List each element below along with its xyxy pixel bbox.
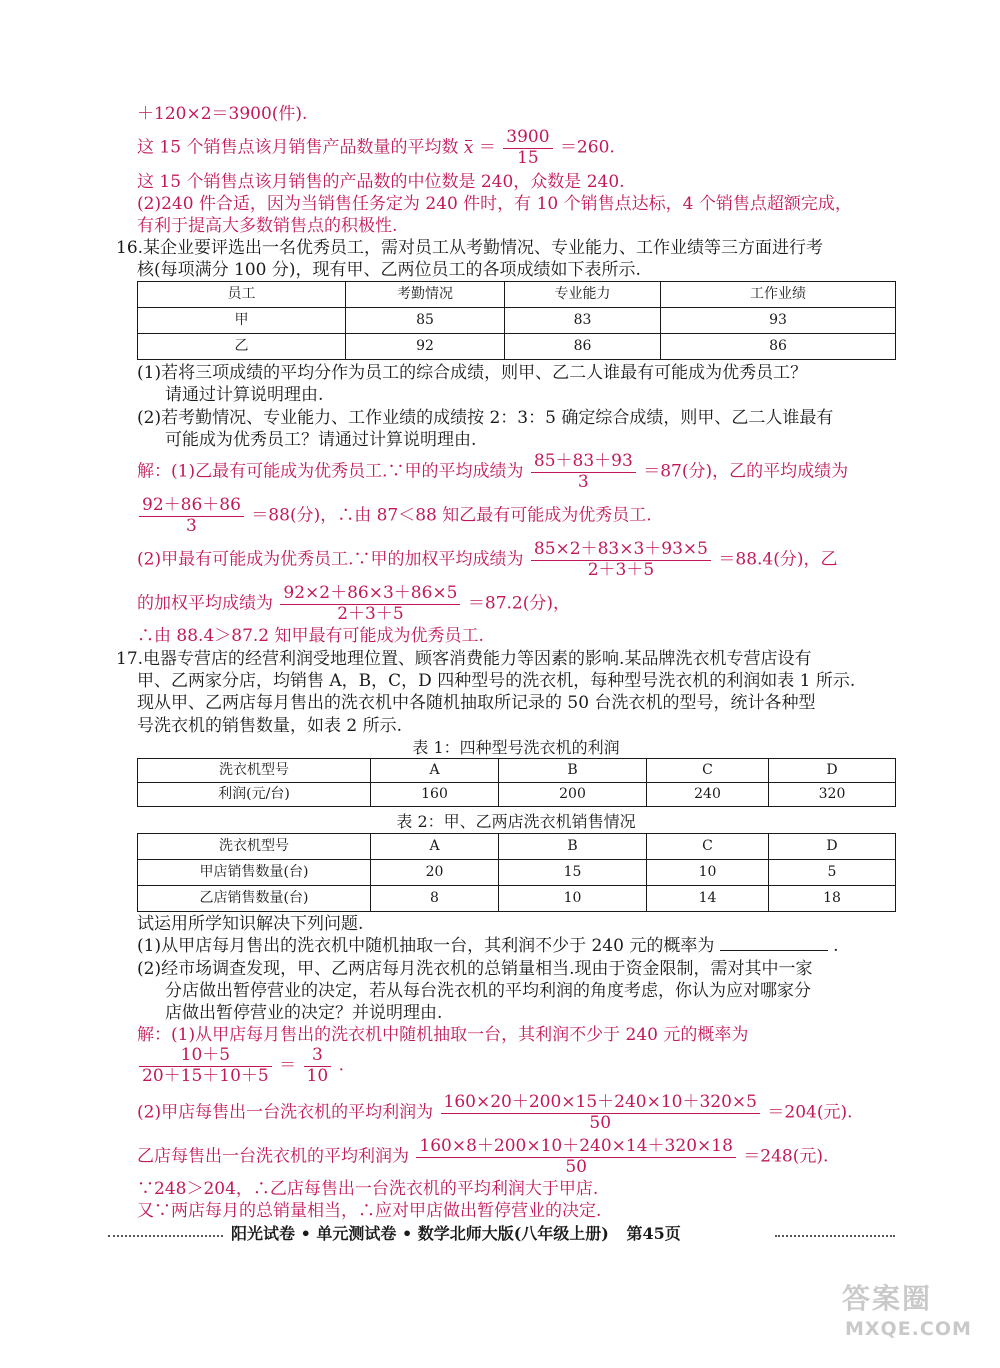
fraction-denominator: 10 bbox=[306, 1065, 329, 1086]
table-cell: 15 bbox=[499, 860, 647, 886]
q16-solution-line-1 bbox=[137, 452, 848, 492]
table-cell: 20 bbox=[371, 860, 499, 886]
q15-part2-line-2: 有利于提高大多数销售点的积极性. bbox=[137, 216, 398, 236]
q15-mean-text: 这 15 个销售点该月销售产品数量的平均数 bbox=[137, 137, 459, 158]
q17-stem-line-2: 甲、乙两家分店，均销售 A，B，C，D 四种型号的洗衣机，每种型号洗衣机的利润如表 1 所示. bbox=[137, 671, 856, 691]
q17-stem-line-1: 17.电器专营店的经营利润受地理位置、顾客消费能力等因素的影响.某品牌洗衣机专营店设有 bbox=[116, 649, 812, 669]
table-cell: 86 bbox=[505, 334, 661, 360]
q16-part2-line-1: (2)若考勤情况、专业能力、工作业绩的成绩按 2：3：5 确定综合成绩，则甲、乙二人谁最有 bbox=[137, 408, 834, 428]
q17-stem-line-3: 现从甲、乙两店每月售出的洗衣机中各随机抽取所记录的 50 台洗衣机的型号，统计各种型 bbox=[137, 693, 816, 713]
fraction-denominator: 3 bbox=[186, 515, 197, 536]
table-header-cell: C bbox=[647, 759, 769, 783]
q15-mean-symbol: x bbox=[463, 137, 474, 158]
q16-part2-line-2: 可能成为优秀员工？请通过计算说明理由. bbox=[165, 430, 477, 450]
q17-stem-line-4: 号洗衣机的销售数量，如表 2 所示. bbox=[137, 716, 403, 736]
q16-weighted-fraction bbox=[280, 584, 460, 624]
table-header-cell: 专业能力 bbox=[505, 282, 661, 308]
q17-solution-line-2 bbox=[137, 1046, 344, 1086]
fraction-numerator: 85×2＋83×3＋93×5 bbox=[531, 540, 711, 561]
table2-caption: 表 2：甲、乙两店洗衣机销售情况 bbox=[396, 812, 636, 831]
q17-part2-line-2: 分店做出暂停营业的决定，若从每台洗衣机的平均利润的角度考虑，你认为应对哪家分 bbox=[165, 981, 811, 1001]
q16-score-table bbox=[137, 281, 896, 360]
table-header-cell: D bbox=[769, 834, 896, 860]
table-cell: 利润(元/台) bbox=[138, 783, 371, 807]
fraction-numerator: 160×8＋200×10＋240×14＋320×18 bbox=[416, 1137, 735, 1158]
table-header-cell: C bbox=[647, 834, 769, 860]
table-header-cell: B bbox=[499, 759, 647, 783]
q16-solution-text: ＝87(分)，乙的平均成绩为 bbox=[643, 461, 849, 482]
q16-stem-line-1: 16.某企业要评选出一名优秀员工，需对员工从考勤情况、专业能力、工作业绩等三方面进行考 bbox=[116, 238, 824, 258]
q17-probability-fraction bbox=[139, 1046, 272, 1086]
table-cell: 乙 bbox=[138, 334, 346, 360]
table-header-row bbox=[138, 834, 896, 860]
fraction-denominator: 3 bbox=[577, 471, 589, 492]
q16-part1-line-1: (1)若将三项成绩的平均分作为员工的综合成绩，则甲、乙二人谁最有可能成为优秀员工？ bbox=[137, 363, 808, 383]
table-cell: 320 bbox=[769, 783, 896, 807]
q17-solution-line-3 bbox=[137, 1093, 853, 1133]
q16-solution-text: ＝88(分)，∴由 87＜88 知乙最有可能成为优秀员工. bbox=[251, 505, 652, 526]
table-cell: 8 bbox=[371, 886, 499, 912]
watermark-logo: 答案圈 bbox=[842, 1282, 933, 1315]
fraction-numerator: 3900 bbox=[503, 128, 552, 149]
table-header-row bbox=[138, 759, 896, 783]
q16-solution-line-2 bbox=[137, 496, 652, 536]
fraction-denominator: 2＋3＋5 bbox=[337, 603, 404, 624]
q16-solution-text: 的加权平均成绩为 bbox=[137, 593, 273, 614]
q17-solution-line-4 bbox=[137, 1137, 828, 1177]
q15-part2-line-1: (2)240 件合适，因为当销售任务定为 240 件时，有 10 个销售点达标，4 个销售点超额完成， bbox=[137, 194, 852, 214]
fraction-numerator: 92×2＋86×3＋86×5 bbox=[280, 584, 460, 605]
watermark-url: MXQE.COM bbox=[845, 1318, 972, 1340]
fraction-numerator: 160×20＋200×15＋240×10＋320×5 bbox=[441, 1093, 760, 1114]
table-cell: 10 bbox=[647, 860, 769, 886]
table-row bbox=[138, 334, 896, 360]
q17-sales-table bbox=[137, 833, 896, 912]
q17-solution-equals: ＝ bbox=[279, 1055, 297, 1076]
table-header-cell: B bbox=[499, 834, 647, 860]
table-cell: 200 bbox=[499, 783, 647, 807]
q17-solution-text: 乙店每售出一台洗衣机的平均利润为 bbox=[137, 1146, 409, 1167]
q16-weighted-fraction bbox=[531, 540, 711, 580]
q15-median-mode-line: 这 15 个销售点该月销售的产品数的中位数是 240，众数是 240. bbox=[137, 172, 625, 192]
table-header-cell: A bbox=[371, 834, 499, 860]
table-header-cell: 考勤情况 bbox=[346, 282, 505, 308]
fraction-numerator: 85＋83＋93 bbox=[531, 452, 636, 473]
answer-blank bbox=[720, 936, 828, 951]
q17-part2-line-3: 店做出暂停营业的决定？并说明理由. bbox=[165, 1003, 443, 1023]
q17-solution-period: . bbox=[338, 1055, 344, 1076]
table-cell: 5 bbox=[769, 860, 896, 886]
table-cell: 240 bbox=[647, 783, 769, 807]
fraction-denominator: 20＋15＋10＋5 bbox=[142, 1065, 269, 1086]
table-cell: 85 bbox=[346, 308, 505, 334]
q15-mean-fraction bbox=[503, 128, 552, 168]
table-cell: 甲店销售数量(台) bbox=[138, 860, 371, 886]
table1-caption: 表 1：四种型号洗衣机的利润 bbox=[412, 738, 620, 757]
table-row bbox=[138, 886, 896, 912]
fraction-numerator: 92＋86＋86 bbox=[139, 496, 244, 517]
table-cell: 93 bbox=[661, 308, 896, 334]
fraction-numerator: 3 bbox=[304, 1046, 332, 1067]
q17-probability-result bbox=[304, 1046, 332, 1086]
table-header-cell: 员工 bbox=[138, 282, 346, 308]
table-cell: 10 bbox=[499, 886, 647, 912]
q17-solution-line-1: 解：(1)从甲店每月售出的洗衣机中随机抽取一台，其利润不少于 240 元的概率为 bbox=[137, 1025, 749, 1045]
q17-intro: 试运用所学知识解决下列问题. bbox=[137, 914, 364, 934]
q17-profit-table bbox=[137, 758, 896, 807]
table-cell: 18 bbox=[769, 886, 896, 912]
q17-part1 bbox=[137, 936, 839, 956]
q17-solution-line-5: ∵248＞204，∴乙店每售出一台洗衣机的平均利润大于甲店. bbox=[137, 1179, 599, 1199]
table-header-cell: 工作业绩 bbox=[661, 282, 896, 308]
table-cell: 乙店销售数量(台) bbox=[138, 886, 371, 912]
q16-solution-text: ＝87.2(分)， bbox=[467, 593, 571, 614]
fraction-numerator: 10＋5 bbox=[139, 1046, 272, 1067]
footer-title: 阳光试卷 • 单元测试卷 • 数学北师大版(八年级上册) bbox=[231, 1224, 609, 1243]
footer-dotted-rule-left bbox=[108, 1235, 223, 1239]
fraction-denominator: 50 bbox=[589, 1112, 612, 1133]
q16-part1-line-2: 请通过计算说明理由. bbox=[165, 385, 324, 405]
fraction-denominator: 2＋3＋5 bbox=[587, 559, 655, 580]
fraction-denominator: 15 bbox=[517, 147, 539, 168]
table-cell: 14 bbox=[647, 886, 769, 912]
table-row bbox=[138, 308, 896, 334]
table-cell: 160 bbox=[371, 783, 499, 807]
q15-mean-line bbox=[137, 128, 615, 168]
q16-average-fraction bbox=[531, 452, 636, 492]
q16-stem-line-2: 核(每项满分 100 分)，现有甲、乙两位员工的各项成绩如下表所示. bbox=[137, 260, 641, 280]
table-cell: 83 bbox=[505, 308, 661, 334]
table-cell: 92 bbox=[346, 334, 505, 360]
table-row bbox=[138, 860, 896, 886]
q16-solution-line-3 bbox=[137, 540, 838, 580]
q17-part2-line-1: (2)经市场调查发现，甲、乙两店每月洗衣机的总销量相当.现由于资金限制，需对其中一家 bbox=[137, 959, 813, 979]
q15-mean-equals: ＝ bbox=[478, 137, 496, 158]
q17-part1-period: . bbox=[833, 936, 839, 956]
q17-solution-line-6: 又∵两店每月的总销量相当，∴应对甲店做出暂停营业的决定. bbox=[137, 1201, 602, 1221]
table-row bbox=[138, 783, 896, 807]
q15-mean-result: ＝260. bbox=[559, 137, 615, 158]
table-cell: 甲 bbox=[138, 308, 346, 334]
table-header-row bbox=[138, 282, 896, 308]
q17-part1-text: (1)从甲店每月售出的洗衣机中随机抽取一台，其利润不少于 240 元的概率为 bbox=[137, 936, 715, 956]
q16-solution-text: ＝88.4(分)，乙 bbox=[718, 549, 838, 570]
fraction-denominator: 50 bbox=[565, 1156, 587, 1177]
table-header-cell: 洗衣机型号 bbox=[138, 834, 371, 860]
q17-solution-text: ＝248(元). bbox=[743, 1146, 829, 1167]
q16-solution-text: 解：(1)乙最有可能成为优秀员工.∵甲的平均成绩为 bbox=[137, 461, 524, 482]
q17-solution-text: ＝204(元). bbox=[767, 1102, 853, 1123]
table-cell: 86 bbox=[661, 334, 896, 360]
q16-average-fraction bbox=[139, 496, 244, 536]
footer bbox=[231, 1224, 681, 1243]
q17-avg-profit-fraction bbox=[416, 1137, 735, 1177]
q17-avg-profit-fraction bbox=[441, 1093, 760, 1133]
q16-solution-text: (2)甲最有可能成为优秀员工.∵甲的加权平均成绩为 bbox=[137, 549, 524, 570]
table-header-cell: D bbox=[769, 759, 896, 783]
q15-solution-line-1: ＋120×2＝3900(件). bbox=[137, 104, 308, 124]
table-header-cell: A bbox=[371, 759, 499, 783]
footer-dotted-rule-right bbox=[775, 1235, 895, 1239]
q17-solution-text: (2)甲店每售出一台洗衣机的平均利润为 bbox=[137, 1102, 434, 1123]
table-header-cell: 洗衣机型号 bbox=[138, 759, 371, 783]
q16-solution-line-4 bbox=[137, 584, 570, 624]
page-number: 第45页 bbox=[626, 1224, 681, 1243]
q16-conclusion: ∴由 88.4＞87.2 知甲最有可能成为优秀员工. bbox=[137, 626, 484, 646]
